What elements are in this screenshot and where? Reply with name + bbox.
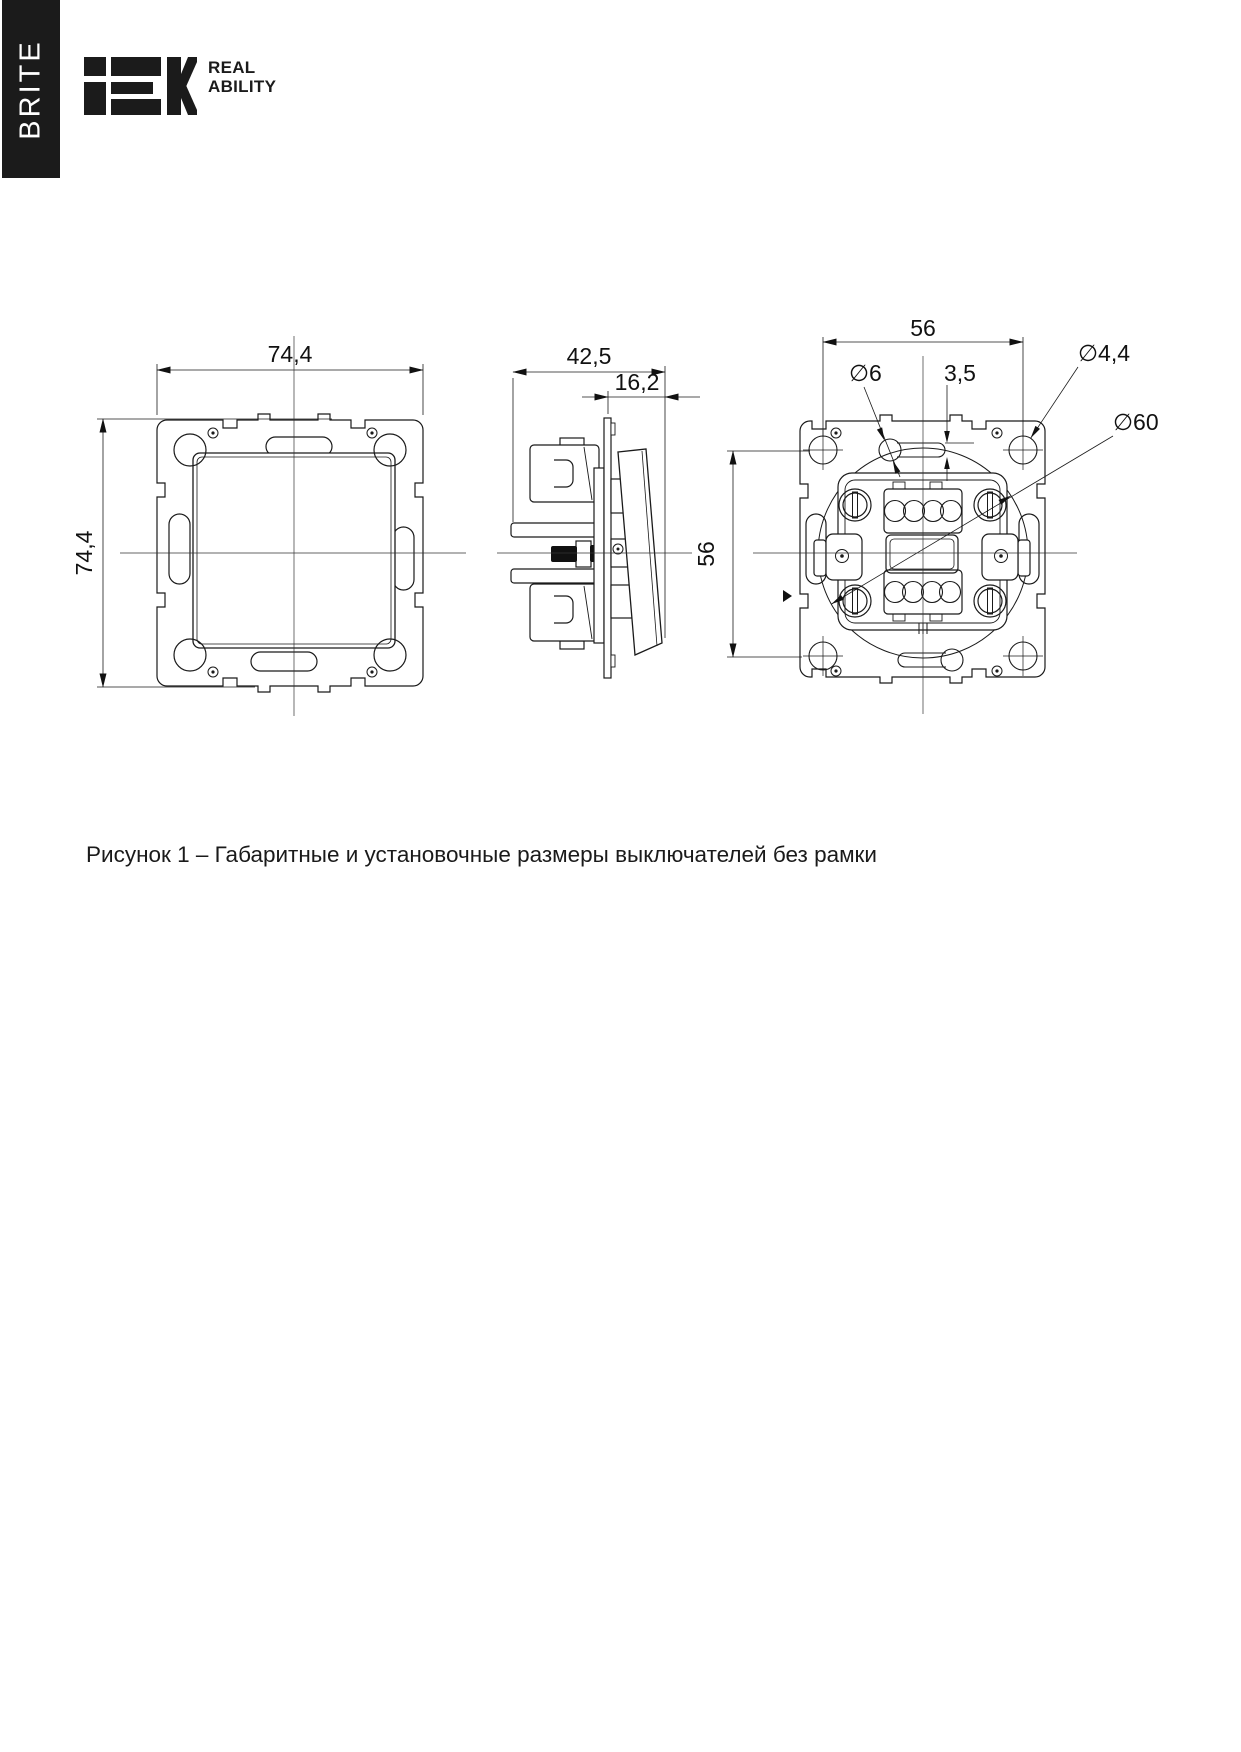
front-height-dim-label: 74,4: [71, 530, 97, 576]
side-front-depth-dim-label: 16,2: [614, 369, 660, 395]
side-depth-dim-label: 42,5: [566, 343, 612, 369]
figure-caption: Рисунок 1 – Габаритные и установочные размеры выключателей без рамки: [86, 842, 877, 867]
brand-tagline-line2: ABILITY: [208, 77, 277, 96]
back-slot-width-label: 3,5: [944, 360, 976, 386]
back-hole-spacing-v-label: 56: [693, 541, 719, 567]
front-width-dim-label: 74,4: [267, 341, 313, 367]
side-view-drawing: [511, 418, 662, 678]
back-view-drawing: [783, 415, 1045, 683]
back-slot-dia-label: ∅6: [849, 360, 882, 386]
back-screw-hole-dia-label: ∅4,4: [1078, 340, 1131, 366]
back-hole-spacing-h-label: 56: [910, 315, 936, 341]
brite-series-label: BRITE: [14, 38, 47, 140]
back-install-dia-label: ∅60: [1113, 409, 1159, 435]
brand-tagline-line1: REAL: [208, 58, 256, 77]
